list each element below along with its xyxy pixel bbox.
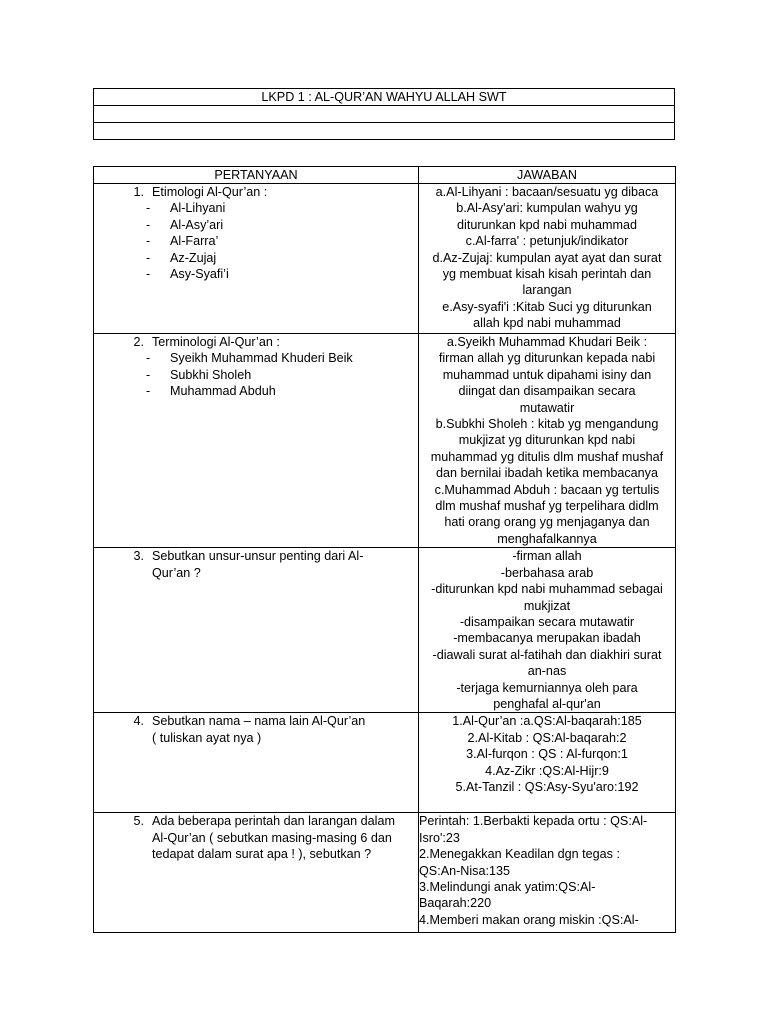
- question-text: Sebutkan unsur-unsur penting dari Al-: [152, 549, 364, 564]
- sub-item-label: Al-Farra’: [170, 234, 219, 249]
- header-table: [93, 88, 675, 140]
- answer-line: hati orang orang yg menjaganya dan: [444, 515, 650, 530]
- question-number: 5.: [133, 814, 144, 829]
- question-number: 3.: [133, 549, 144, 564]
- answer-line: b.Al-Asy'ari: kumpulan wahyu yg: [456, 201, 638, 216]
- dash-bullet-icon: -: [146, 201, 151, 216]
- question-number: 2.: [133, 335, 144, 349]
- answer-line: mutawatir: [519, 400, 575, 415]
- answer-line: -berbahasa arab: [500, 565, 594, 580]
- answer-line: 1.Al-Qur’an :a.QS:Al-baqarah:185: [452, 714, 642, 729]
- dash-bullet-icon: -: [146, 217, 151, 232]
- answer-line: muhammad yg ditulis dlm mushaf mushaf: [430, 449, 664, 464]
- column-header-question: PERTANYAAN: [94, 167, 419, 184]
- answer-line: e.Asy-syafi'i :Kitab Suci yg diturunkan: [442, 299, 652, 314]
- table-row: [94, 184, 676, 334]
- question-text: Al-Qur’an ( sebutkan masing-masing 6 dan: [152, 830, 392, 845]
- table-row: [94, 548, 676, 713]
- question-number: [94, 730, 146, 746]
- answer-cell: [419, 713, 676, 813]
- answer-line: c.Al-farra' : petunjuk/indikator: [465, 234, 629, 249]
- answer-line: larangan: [522, 283, 572, 298]
- answer-line: -disampaikan secara mutawatir: [459, 614, 635, 629]
- sub-item-label: Subkhi Sholeh: [170, 367, 252, 382]
- answer-line: QS:An-Nisa:135: [419, 863, 510, 878]
- header-blank-row: [94, 123, 675, 140]
- question-number: 4.: [133, 714, 144, 729]
- answer-cell: [419, 334, 676, 548]
- answer-line: an-nas: [527, 664, 567, 679]
- answer-line: b.Subkhi Sholeh : kitab yg mengandung: [435, 417, 659, 432]
- answer-line: firman allah yg diturunkan kepada nabi: [438, 351, 656, 366]
- sub-item-label: Az-Zujaj: [170, 250, 217, 265]
- question-text: Qur’an ?: [152, 565, 201, 580]
- answer-line: -membacanya merupakan ibadah: [453, 631, 641, 646]
- header-blank-row: [94, 106, 675, 123]
- answer-line: Perintah: 1.Berbakti kepada ortu : QS:Al-: [419, 814, 648, 829]
- answer-line: d.Az-Zujaj: kumpulan ayat ayat dan surat: [432, 250, 662, 265]
- answer-line: 3.Al-furqon : QS : Al-furqon:1: [466, 747, 628, 762]
- dash-bullet-icon: -: [146, 351, 151, 366]
- column-header-answer: JAWABAN: [419, 167, 676, 184]
- question-text: Etimologi Al-Qur’an :: [152, 185, 268, 199]
- answer-line: dan bernilai ibadah ketika membacanya: [436, 466, 658, 481]
- question-cell: [94, 813, 419, 933]
- answer-line: penghafal al-qur'an: [493, 696, 601, 711]
- dash-bullet-icon: -: [146, 384, 151, 399]
- table-row: [94, 334, 676, 548]
- answer-line: menghafalkannya: [497, 531, 597, 546]
- answer-line: diingat dan disampaikan secara: [458, 384, 636, 399]
- sub-item: [146, 250, 418, 266]
- question-text: tedapat dalam surat apa ! ), sebutkan ?: [152, 847, 372, 862]
- dash-bullet-icon: -: [146, 234, 151, 249]
- answer-line: -terjaga kemurniannya oleh para: [456, 680, 638, 695]
- sub-item-label: Syeikh Muhammad Khuderi Beik: [170, 351, 353, 366]
- answer-line: yg membuat kisah kisah perintah dan: [442, 267, 652, 282]
- answer-line: -diturunkan kpd nabi muhammad sebagai: [431, 582, 663, 597]
- question-number: [94, 565, 146, 581]
- answer-cell: [419, 548, 676, 713]
- sub-item: [146, 383, 418, 399]
- answer-line: 2.Menegakkan Keadilan dgn tegas :: [419, 847, 620, 862]
- answer-line: 2.Al-Kitab : QS:Al-baqarah:2: [467, 730, 627, 745]
- question-cell: [94, 713, 419, 813]
- dash-bullet-icon: -: [146, 250, 151, 265]
- answer-line: a.Al-Lihyani : bacaan/sesuatu yg dibaca: [435, 185, 659, 199]
- dash-bullet-icon: -: [146, 267, 151, 282]
- table-row: [94, 813, 676, 933]
- question-number: [94, 846, 146, 862]
- question-text: ( tuliskan ayat nya ): [152, 730, 262, 745]
- answer-cell: [419, 184, 676, 334]
- answer-line: muhammad untuk dipahami isiny dan: [442, 367, 652, 382]
- answer-cell: [419, 813, 676, 933]
- dash-bullet-icon: -: [146, 367, 151, 382]
- question-text: Terminologi Al-Qur’an :: [152, 335, 280, 349]
- answer-line: -firman allah: [512, 549, 582, 564]
- answer-line: diturunkan kpd nabi muhammad: [457, 217, 637, 232]
- question-text: Ada beberapa perintah dan larangan dalam: [152, 814, 395, 829]
- sub-item: [146, 266, 418, 282]
- sub-item-label: Muhammad Abduh: [170, 384, 276, 399]
- question-number: [94, 830, 146, 846]
- answer-line: dlm mushaf mushaf yg terpelihara didlm: [435, 499, 659, 514]
- sub-item-list: [94, 350, 418, 399]
- question-cell: [94, 334, 419, 548]
- question-number: 1.: [133, 185, 144, 199]
- table-row: [94, 713, 676, 813]
- answer-line: 5.At-Tanzil : QS:Asy-Syu'aro:192: [455, 779, 639, 794]
- qa-table: [93, 166, 676, 933]
- sub-item-label: Al-Asy’ari: [170, 217, 224, 232]
- question-cell: [94, 548, 419, 713]
- sub-item-label: Asy-Syafi’i: [170, 267, 229, 282]
- answer-line: a.Syeikh Muhammad Khudari Beik :: [446, 335, 648, 349]
- answer-line: 4.Memberi makan orang miskin :QS:Al-: [419, 912, 639, 927]
- sub-item: [146, 350, 418, 366]
- sub-item: [146, 367, 418, 383]
- answer-line: mukjizat: [523, 598, 571, 613]
- answer-line: mukjizat yg diturunkan kpd nabi: [458, 433, 636, 448]
- sub-item: [146, 233, 418, 249]
- answer-line: 3.Melindungi anak yatim:QS:Al-: [419, 879, 596, 894]
- sub-item-list: [94, 200, 418, 282]
- answer-line: 4.Az-Zikr :QS:Al-Hijr:9: [485, 763, 609, 778]
- answer-line: c.Muhammad Abduh : bacaan yg tertulis: [434, 482, 660, 497]
- sub-item: [146, 217, 418, 233]
- answer-line: -diawali surat al-fatihah dan diakhiri surat: [432, 647, 662, 662]
- sub-item-label: Al-Lihyani: [170, 201, 226, 216]
- question-cell: [94, 184, 419, 334]
- worksheet-title: LKPD 1 : AL-QUR’AN WAHYU ALLAH SWT: [94, 89, 675, 106]
- question-text: Sebutkan nama – nama lain Al-Qur’an: [152, 714, 366, 729]
- answer-line: Baqarah:220: [419, 896, 492, 911]
- sub-item: [146, 200, 418, 216]
- answer-line: Isro':23: [419, 830, 460, 845]
- answer-line: allah kpd nabi muhammad: [473, 316, 621, 331]
